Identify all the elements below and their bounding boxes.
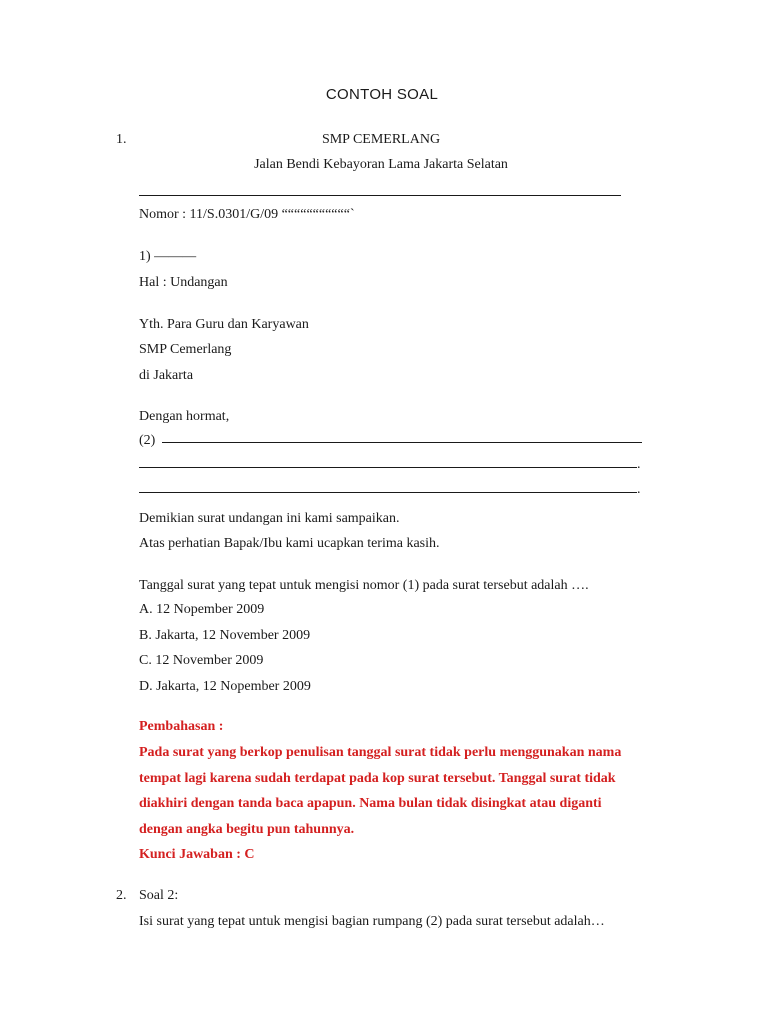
blank-2-line-1 <box>162 442 642 443</box>
discussion-line-2: tempat lagi karena sudah terdapat pada kop surat tersebut. Tanggal surat tidak <box>139 771 616 786</box>
letter-subject: Hal : Undangan <box>139 275 228 290</box>
option-d: D. Jakarta, 12 Nopember 2009 <box>139 679 311 694</box>
question-1-text: Tanggal surat yang tepat untuk mengisi nomor (1) pada surat tersebut adalah …. <box>139 578 589 593</box>
question-1-number: 1. <box>116 132 127 147</box>
option-b: B. Jakarta, 12 November 2009 <box>139 628 311 643</box>
letterhead-school: SMP CEMERLANG <box>321 132 441 147</box>
blank-1-date: 1) ——— <box>139 249 197 264</box>
recipient-line-3: di Jakarta <box>139 368 194 383</box>
letterhead-address: Jalan Bendi Kebayoran Lama Jakarta Selatan <box>254 157 508 172</box>
answer-key: Kunci Jawaban : C <box>139 847 255 862</box>
blank-2-line-3 <box>139 492 637 493</box>
discussion-heading: Pembahasan : <box>139 719 224 734</box>
document-title: CONTOH SOAL <box>325 86 439 103</box>
letter-number: Nomor : 11/S.0301/G/09 “““““““““““` <box>139 207 355 222</box>
question-2-number: 2. <box>116 888 127 903</box>
letter-closing-2: Atas perhatian Bapak/Ibu kami ucapkan terima kasih. <box>139 536 440 551</box>
letterhead-divider <box>139 195 621 196</box>
question-2-label: Soal 2: <box>139 888 179 903</box>
option-c: C. 12 November 2009 <box>139 653 264 668</box>
discussion-line-4: dengan angka begitu pun tahunnya. <box>139 822 355 837</box>
recipient-line-2: SMP Cemerlang <box>139 342 232 357</box>
letter-closing-1: Demikian surat undangan ini kami sampaikan. <box>139 511 400 526</box>
letter-greeting: Dengan hormat, <box>139 409 230 424</box>
question-2-text: Isi surat yang tepat untuk mengisi bagian rumpang (2) pada surat tersebut adalah… <box>139 914 605 929</box>
recipient-line-1: Yth. Para Guru dan Karyawan <box>139 317 309 332</box>
blank-2-line-2-dot: . <box>637 457 641 472</box>
blank-2-label: (2) <box>139 433 156 448</box>
blank-2-line-2 <box>139 467 637 468</box>
discussion-line-1: Pada surat yang berkop penulisan tanggal surat tidak perlu menggunakan nama <box>139 745 622 760</box>
blank-2-line-3-dot: . <box>637 482 641 497</box>
discussion-line-3: diakhiri dengan tanda baca apapun. Nama bulan tidak disingkat atau diganti <box>139 796 602 811</box>
option-a: A. 12 Nopember 2009 <box>139 602 265 617</box>
